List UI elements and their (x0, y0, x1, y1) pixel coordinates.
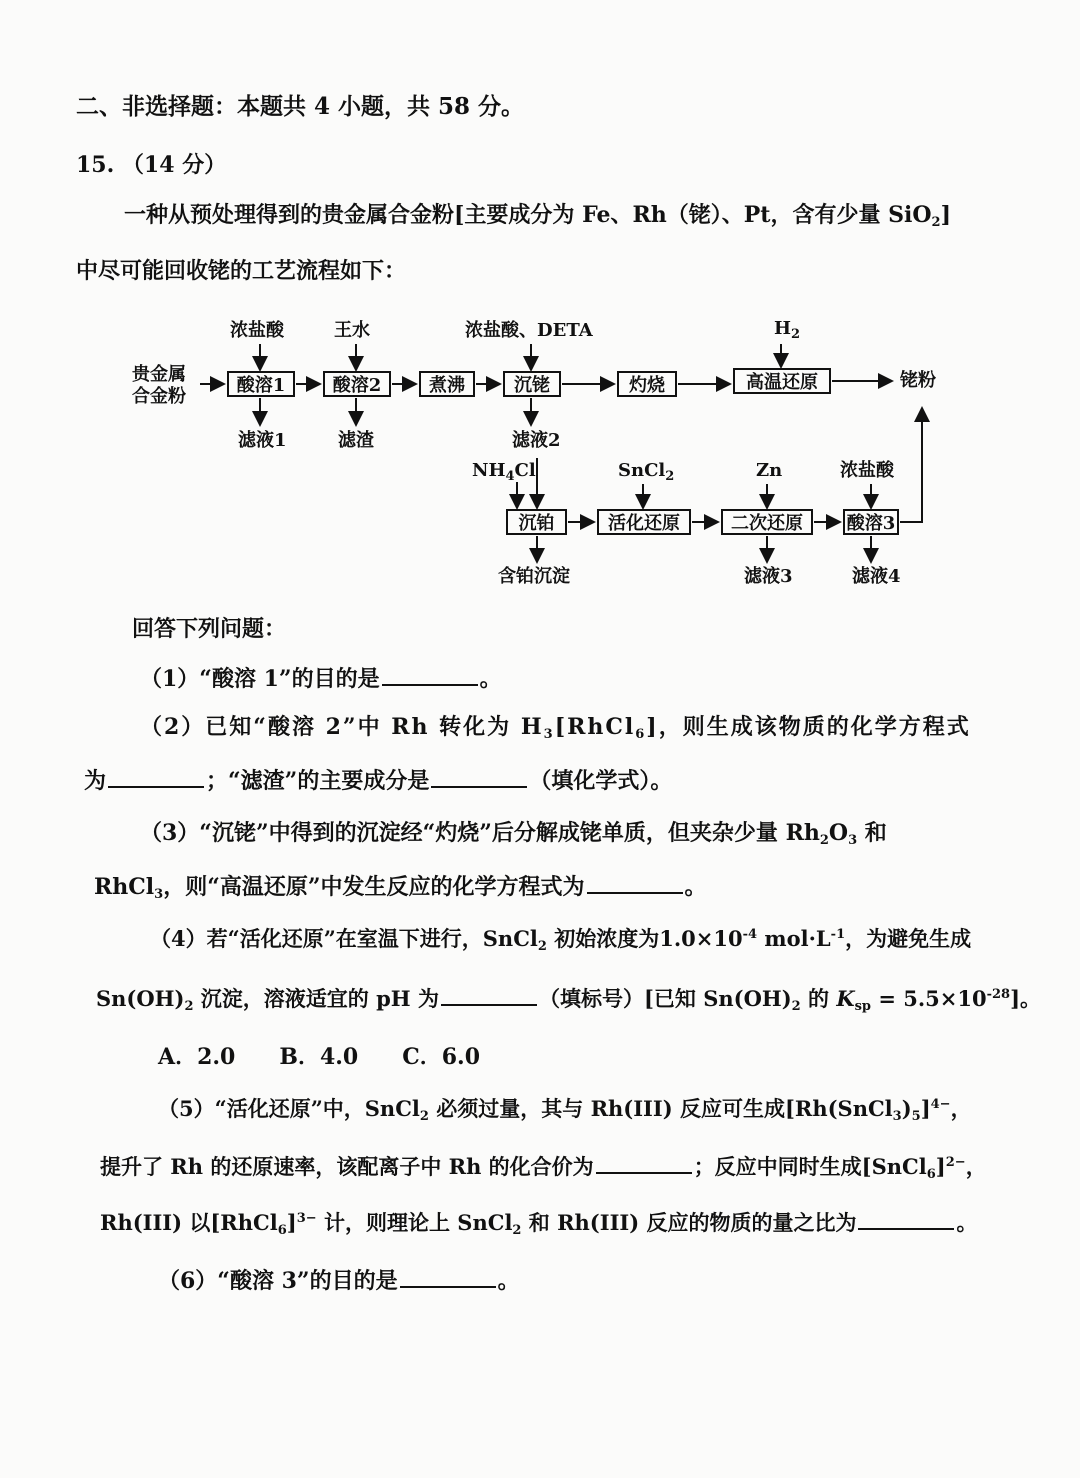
step-acid-dissolve-1: 酸溶1 (227, 371, 295, 397)
intro-line-1: 一种从预处理得到的贵金属合金粉[主要成分为 Fe、Rh（铑）、Pt，含有少量 SiO$_2$] (124, 202, 952, 230)
output-filtrate-3: 滤液3 (744, 566, 793, 587)
input-conc-hcl-1: 浓盐酸 (230, 320, 284, 341)
answer-blank[interactable] (400, 1266, 496, 1288)
question-number: 15. （14 分） (76, 152, 227, 178)
input-nh4cl: $NH_4Cl$ (472, 460, 536, 484)
question-4-line1: （4）若“活化还原”在室温下进行，SnCl$_2$ 初始浓度为$1.0\times 10^{-4}$ $mol\cdot L^{-1}$，为避免生成 (150, 926, 972, 954)
step-secondary-reduction: 二次还原 (721, 509, 813, 535)
step-acid-dissolve-2: 酸溶2 (323, 371, 391, 397)
step-calcine: 灼烧 (617, 371, 677, 397)
step-high-temp-reduction: 高温还原 (733, 368, 831, 394)
output-filtrate-1: 滤液1 (238, 430, 287, 451)
step-precipitate-rh: 沉铑 (503, 371, 561, 397)
question-2-line1: （2）已知“酸溶 2”中 Rh 转化为 $H_3[RhCl_6]$，则生成该物质的化学方程式 (140, 714, 971, 742)
step-acid-dissolve-3: 酸溶3 (843, 509, 899, 535)
question-2-line2: 为 ；“滤渣”的主要成分是 （填化学式）。 (84, 768, 673, 794)
question-1: （1）“酸溶 1”的目的是 。 (140, 666, 502, 692)
intro-line-2: 中尽可能回收铑的工艺流程如下： (76, 258, 407, 284)
output-filtrate-2: 滤液2 (512, 430, 561, 451)
answer-blank[interactable] (441, 984, 537, 1006)
start-material-line2: 合金粉 (132, 386, 186, 407)
input-sncl2: SnCl$_2$ (618, 460, 675, 484)
section-header: 二、非选择题：本题共 4 小题，共 58 分。 (76, 93, 525, 120)
step-activation-reduction: 活化还原 (597, 509, 691, 535)
step-precipitate-pt: 沉铂 (506, 509, 567, 535)
answer-blank[interactable] (596, 1152, 692, 1174)
answer-prompt: 回答下列问题： (132, 616, 287, 642)
input-zinc: Zn (756, 460, 783, 481)
question-5-line3: Rh(III) 以[RhCl$_6$]$^{3-}$ 计，则理论上 SnCl$_2$ 和 Rh(III) 反应的物质的量之比为 。 (100, 1210, 978, 1238)
question-5-line2: 提升了 Rh 的还原速率，该配离子中 Rh 的化合价为 ；反应中同时生成[SnCl$_6$]$^{2-}$， (100, 1154, 987, 1182)
answer-blank[interactable] (858, 1208, 954, 1230)
output-residue: 滤渣 (338, 430, 374, 451)
question-3-line2: RhCl$_3$，则“高温还原”中发生反应的化学方程式为 。 (94, 874, 707, 902)
start-material-line1: 贵金属 (132, 364, 186, 385)
question-4-line2: $Sn(OH)_2$ 沉淀，溶液适宜的 pH 为 （填标号）[已知 $Sn(OH)_2$ 的 $K_{sp} = 5.5\times 10^{-28}$]。 (96, 986, 1042, 1014)
answer-blank[interactable] (382, 664, 478, 686)
output-filtrate-4: 滤液4 (852, 566, 901, 587)
answer-blank[interactable] (431, 766, 527, 788)
step-boil: 煮沸 (419, 371, 475, 397)
answer-blank[interactable] (108, 766, 204, 788)
input-conc-hcl-3: 浓盐酸 (840, 460, 894, 481)
answer-blank[interactable] (587, 872, 683, 894)
output-pt-precipitate: 含铂沉淀 (498, 566, 570, 587)
question-3-line1: （3）“沉铑”中得到的沉淀经“灼烧”后分解成铑单质，但夹杂少量 $Rh_2O_3$ 和 (140, 820, 887, 848)
input-aqua-regia: 王水 (334, 320, 370, 341)
input-hcl-deta: 浓盐酸、DETA (465, 320, 593, 341)
question-6: （6）“酸溶 3”的目的是 。 (158, 1268, 520, 1294)
question-5-line1: （5）“活化还原”中，SnCl$_2$ 必须过量，其与 Rh(III) 反应可生成$[Rh(SnCl_3)_5]^{4-}$， (158, 1096, 972, 1124)
question-4-options: A．2.0 B．4.0 C．6.0 (158, 1044, 480, 1070)
input-hydrogen: $H_2$ (774, 318, 801, 342)
product-rh-powder: 铑粉 (900, 370, 936, 391)
